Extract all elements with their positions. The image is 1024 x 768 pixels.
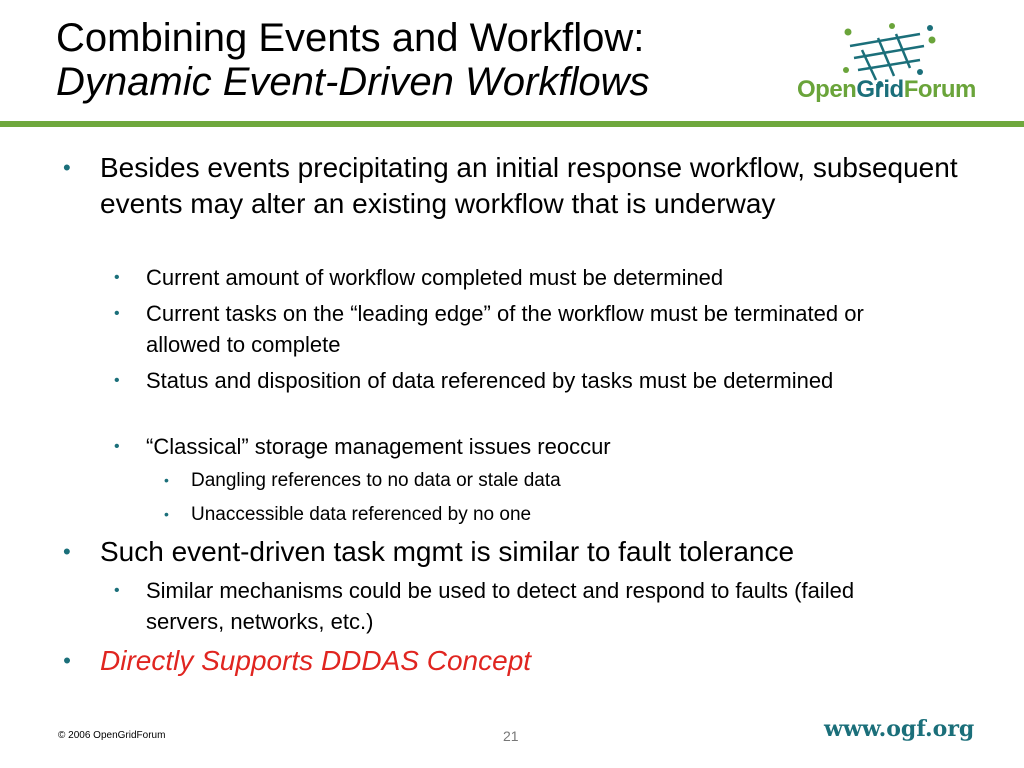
- slide-title: [56, 16, 649, 104]
- bullet-text: Dangling references to no data or stale data: [191, 470, 561, 491]
- bullet-item: [63, 150, 980, 222]
- bullet-icon: •: [164, 472, 169, 488]
- slide-title-main: Combining Events and Workflow:: [56, 16, 645, 60]
- bullet-icon: •: [164, 506, 169, 522]
- ogf-logo-text: [797, 76, 976, 104]
- bullet-text: Status and disposition of data referenced by tasks must be determined: [146, 368, 834, 393]
- header-divider: [0, 121, 1024, 127]
- bullet-icon: •: [114, 582, 120, 599]
- bullet-item: [114, 365, 936, 396]
- bullet-icon: •: [114, 438, 120, 455]
- bullet-text: “Classical” storage management issues reoccur: [146, 434, 611, 459]
- bullet-icon: •: [114, 305, 120, 322]
- footer-url: www.ogf.org: [824, 716, 975, 742]
- logo-text-grid: Grid: [856, 76, 904, 103]
- page-number: 21: [503, 728, 519, 744]
- footer-copyright: © 2006 OpenGridForum: [58, 730, 166, 741]
- bullet-icon: •: [114, 372, 120, 389]
- bullet-text: Directly Supports DDDAS Concept: [100, 645, 532, 676]
- bullet-item: [164, 465, 931, 496]
- bullet-item: [114, 262, 936, 293]
- bullet-text: Unaccessible data referenced by no one: [191, 504, 532, 525]
- logo-text-forum: Forum: [903, 76, 976, 103]
- bullet-item: [114, 298, 936, 360]
- bullet-text: Similar mechanisms could be used to detect and respond to faults (failed servers, networks, etc.): [146, 578, 855, 634]
- bullet-item: [164, 499, 931, 530]
- bullet-text: Such event-driven task mgmt is similar to fault tolerance: [100, 536, 795, 567]
- bullet-icon: •: [63, 155, 71, 180]
- logo-text-open: Open: [797, 76, 857, 103]
- bullet-icon: •: [63, 539, 71, 564]
- bullet-item-highlight: [63, 643, 980, 679]
- bullet-icon: •: [114, 269, 120, 286]
- bullet-icon: •: [63, 648, 71, 673]
- slide-subtitle: Dynamic Event-Driven Workflows: [56, 60, 650, 104]
- bullet-item: [63, 534, 980, 570]
- bullet-text: Current amount of workflow completed must be determined: [146, 265, 724, 290]
- bullet-item: [114, 575, 936, 637]
- bullet-text: Besides events precipitating an initial response workflow, subsequent events may alter an existing workflow that is underway: [100, 152, 958, 219]
- bullet-text: Current tasks on the “leading edge” of the workflow must be terminated or allowed to complete: [146, 301, 864, 357]
- bullet-item: [114, 431, 936, 462]
